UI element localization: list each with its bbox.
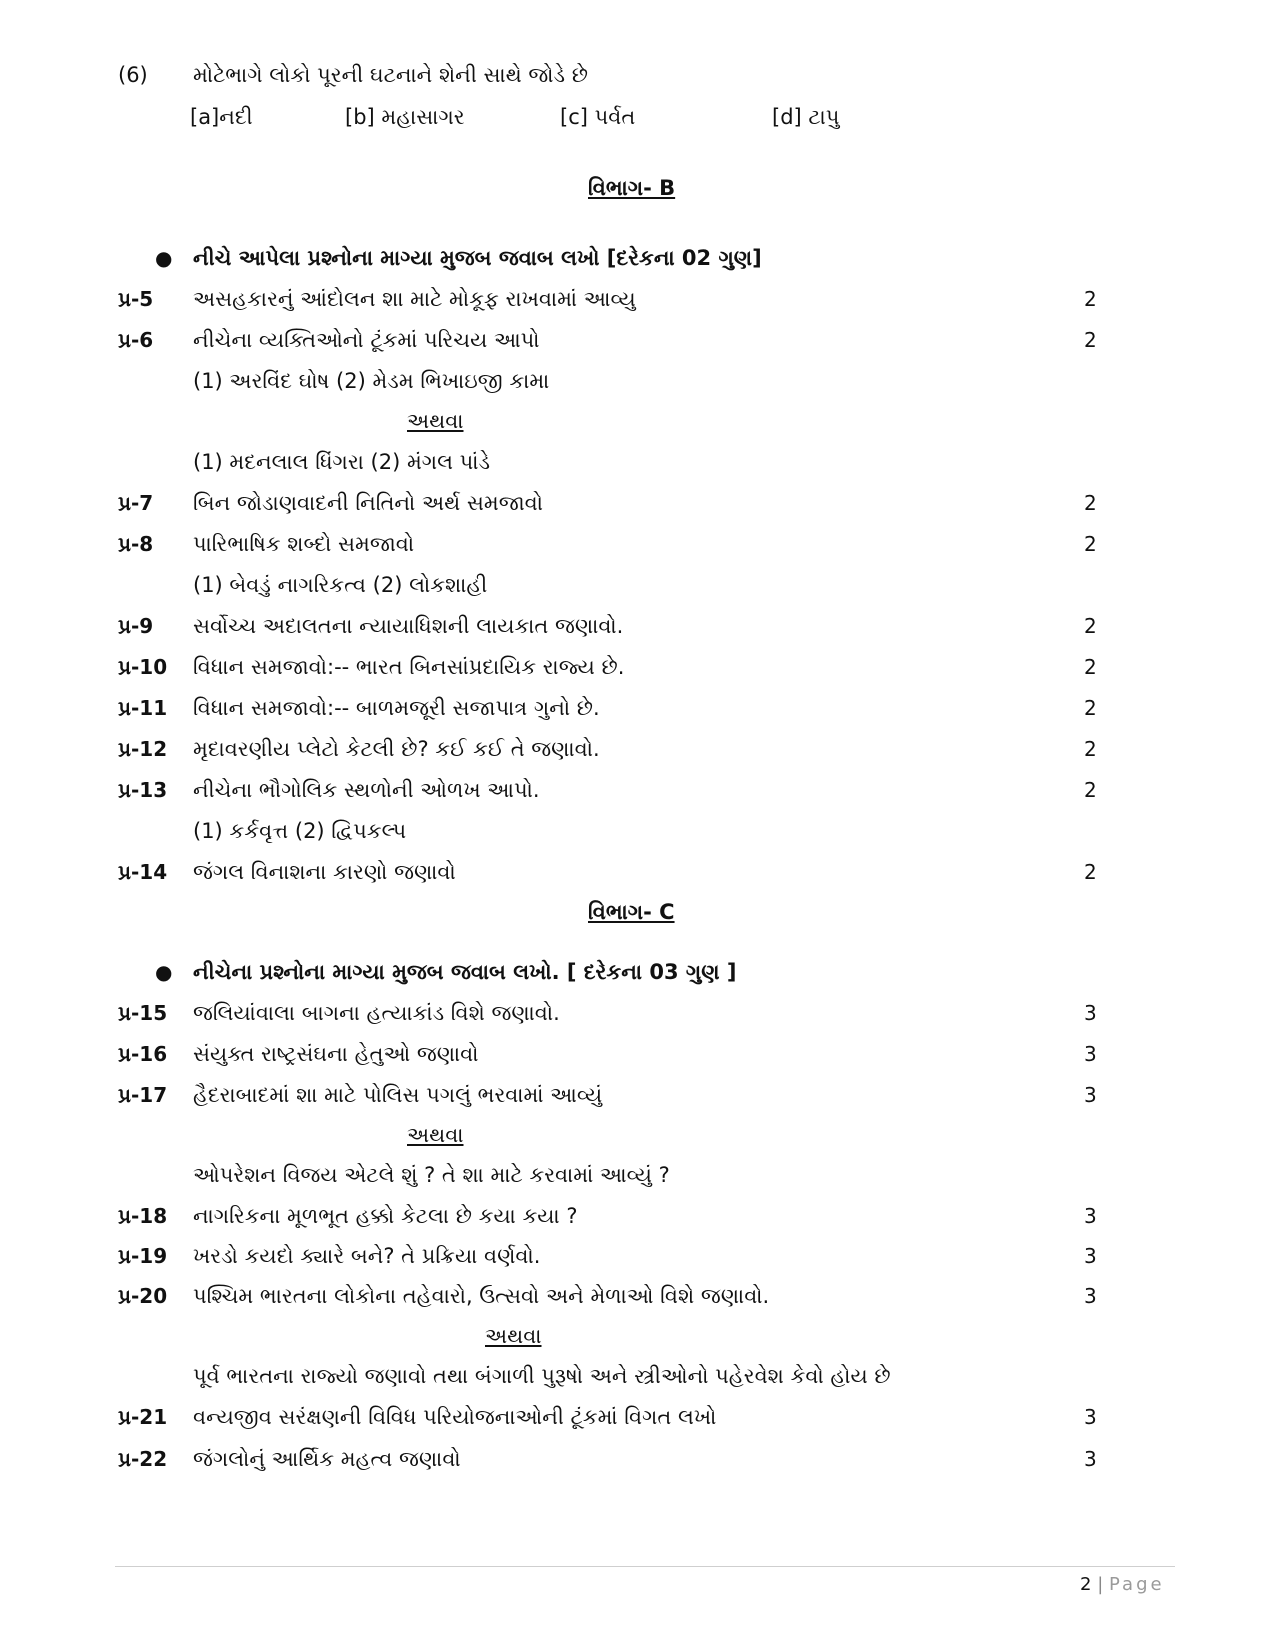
question-marks: 2	[1084, 287, 1097, 311]
section-c-instruction: નીચેના પ્રશ્નોના માગ્યા મુજબ જવાબ લખો. [ દરેકના 03 ગુણ ]	[193, 960, 737, 984]
question-marks: 2	[1084, 737, 1097, 761]
question-marks: 2	[1084, 860, 1097, 884]
question-number: પ્ર-11	[118, 696, 168, 720]
question-marks: 3	[1084, 1284, 1097, 1308]
question-marks: 2	[1084, 328, 1097, 352]
question-number: પ્ર-8	[118, 532, 154, 556]
question-number: પ્ર-16	[118, 1042, 168, 1066]
mcq-number: (6)	[118, 63, 148, 87]
mcq-option-c: [c] પર્વત	[560, 105, 636, 129]
question-subitems: (1) કર્કવૃત્ત (2) દ્વિપકલ્પ	[193, 819, 407, 843]
question-number: પ્ર-13	[118, 778, 168, 802]
bullet-icon: ●	[155, 960, 173, 984]
question-text: નીચેના વ્યક્તિઓનો ટૂંકમાં પરિચય આપો	[193, 328, 540, 352]
question-marks: 3	[1084, 1405, 1097, 1429]
question-alternative: ઓપરેશન વિજય એટલે શું ? તે શા માટે કરવામાં આવ્યું ?	[193, 1163, 670, 1187]
question-marks: 2	[1084, 696, 1097, 720]
question-text: જંગલોનું આર્થિક મહત્વ જણાવો	[193, 1447, 461, 1471]
bullet-icon: ●	[155, 246, 173, 270]
question-text: મૃદાવરણીય પ્લેટો કેટલી છે? કઈ કઈ તે જણાવો.	[193, 737, 600, 761]
question-marks: 3	[1084, 1001, 1097, 1025]
mcq-option-b: [b] મહાસાગર	[345, 105, 465, 129]
question-number: પ્ર-18	[118, 1204, 168, 1228]
question-marks: 3	[1084, 1083, 1097, 1107]
mcq-question: મોટેભાગે લોકો પૂરની ઘટનાને શેની સાથે જોડે છે	[193, 63, 588, 87]
question-number: પ્ર-9	[118, 614, 154, 638]
question-number: પ્ર-6	[118, 328, 154, 352]
question-marks: 2	[1084, 655, 1097, 679]
question-text: નાગરિકના મૂળભૂત હક્કો કેટલા છે કયા કયા ?	[193, 1204, 578, 1228]
or-label: અથવા	[407, 1123, 464, 1147]
question-text: બિન જોડાણવાદની નિતિનો અર્થ સમજાવો	[193, 491, 544, 515]
question-alternative: પૂર્વ ભારતના રાજ્યો જણાવો તથા બંગાળી પુરૂષો અને સ્ત્રીઓનો પહેરવેશ કેવો હોય છે	[193, 1364, 891, 1388]
question-marks: 3	[1084, 1204, 1097, 1228]
question-marks: 2	[1084, 614, 1097, 638]
page-label: Page	[1109, 1574, 1165, 1595]
question-text: ખરડો કયદો ક્યારે બને? તે પ્રક્રિયા વર્ણવો.	[193, 1244, 541, 1268]
question-text: સંયુક્ત રાષ્ટ્રસંઘના હેતુઓ જણાવો	[193, 1042, 479, 1066]
footer-separator: |	[1097, 1574, 1104, 1595]
question-number: પ્ર-22	[118, 1447, 168, 1471]
question-number: પ્ર-7	[118, 491, 154, 515]
page-footer	[1080, 1572, 1165, 1598]
question-subitems: (1) મદનલાલ ધિંગરા (2) મંગલ પાંડે	[193, 450, 490, 474]
mcq-option-a: [a]નદી	[190, 105, 253, 129]
page-number: 2	[1080, 1574, 1092, 1595]
footer-divider	[115, 1566, 1175, 1567]
question-number: પ્ર-20	[118, 1284, 168, 1308]
mcq-option-d: [d] ટાપુ	[772, 105, 840, 129]
question-number: પ્ર-14	[118, 860, 168, 884]
question-text: વિધાન સમજાવો:-- ભારત બિનસાંપ્રદાયિક રાજ્ય છે.	[193, 655, 625, 679]
question-number: પ્ર-21	[118, 1405, 168, 1429]
question-text: પારિભાષિક શબ્દો સમજાવો	[193, 532, 415, 556]
question-number: પ્ર-19	[118, 1244, 168, 1268]
question-number: પ્ર-17	[118, 1083, 168, 1107]
question-marks: 3	[1084, 1042, 1097, 1066]
question-text: હૈદરાબાદમાં શા માટે પોલિસ પગલું ભરવામાં આવ્યું	[193, 1083, 603, 1107]
question-marks: 2	[1084, 532, 1097, 556]
question-marks: 2	[1084, 778, 1097, 802]
question-text: જંગલ વિનાશના કારણો જણાવો	[193, 860, 456, 884]
question-text: વિધાન સમજાવો:-- બાળમજૂરી સજાપાત્ર ગુનો છે.	[193, 696, 600, 720]
question-text: જલિયાંવાલા બાગના હત્યાકાંડ વિશે જણાવો.	[193, 1001, 560, 1025]
question-text: સર્વોચ્ચ અદાલતના ન્યાયાધિશની લાયકાત જણાવો.	[193, 614, 624, 638]
section-b-heading: વિભાગ- B	[588, 176, 676, 200]
question-number: પ્ર-12	[118, 737, 168, 761]
section-b-instruction: નીચે આપેલા પ્રશ્નોના માગ્યા મુજબ જવાબ લખો [દરેકના 02 ગુણ]	[193, 246, 762, 270]
question-text: અસહકારનું આંદોલન શા માટે મોકૂફ રાખવામાં આવ્યુ	[193, 287, 636, 311]
question-number: પ્ર-10	[118, 655, 168, 679]
question-marks: 3	[1084, 1447, 1097, 1471]
question-text: નીચેના ભૌગોલિક સ્થળોની ઓળખ આપો.	[193, 778, 540, 802]
question-number: પ્ર-5	[118, 287, 154, 311]
question-text: પશ્ચિમ ભારતના લોકોના તહેવારો, ઉત્સવો અને મેળાઓ વિશે જણાવો.	[193, 1284, 770, 1308]
question-text: વન્યજીવ સરંક્ષણની વિવિધ પરિયોજનાઓની ટૂંકમાં વિગત લખો	[193, 1405, 717, 1429]
or-label: અથવા	[485, 1324, 542, 1348]
question-subitems: (1) અરવિંદ ઘોષ (2) મેડમ ભિખાઇજી કામા	[193, 369, 550, 393]
question-subitems: (1) બેવડું નાગરિકત્વ (2) લોકશાહી	[193, 573, 488, 597]
or-label: અથવા	[407, 409, 464, 433]
question-number: પ્ર-15	[118, 1001, 168, 1025]
section-c-heading: વિભાગ- C	[588, 900, 675, 924]
question-marks: 2	[1084, 491, 1097, 515]
question-marks: 3	[1084, 1244, 1097, 1268]
